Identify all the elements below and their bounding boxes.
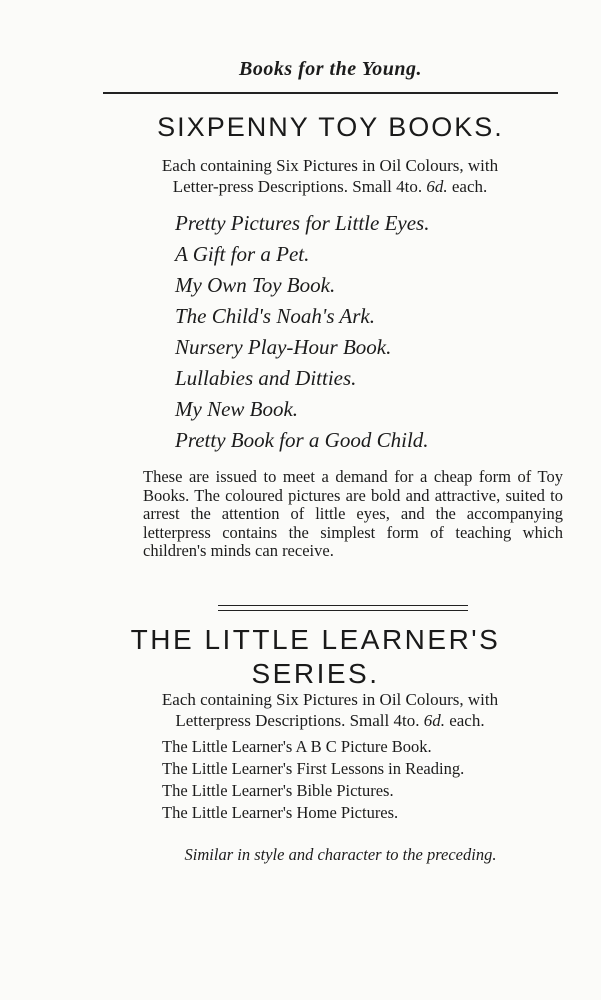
section2-intro-line2b: each.: [444, 711, 485, 730]
list-item: Lullabies and Ditties.: [175, 366, 357, 390]
section2-intro-line2a: Letterpress Descriptions. Small 4to.: [175, 711, 424, 730]
section2-title-line2: SERIES.: [251, 658, 380, 689]
list-item: Nursery Play-Hour Book.: [175, 335, 392, 359]
list-item: A Gift for a Pet.: [175, 242, 310, 266]
list-item: Pretty Pictures for Little Eyes.: [175, 211, 430, 235]
list-item: My New Book.: [175, 397, 299, 421]
list-item: The Little Learner's Bible Pictures.: [162, 781, 394, 800]
list-item: The Little Learner's A B C Picture Book.: [162, 737, 432, 756]
section2-intro-line1: Each containing Six Pictures in Oil Colours, with: [161, 690, 499, 709]
section1-intro-line1: Each containing Six Pictures in Oil Colours, with: [161, 156, 499, 175]
toy-book-list: [175, 208, 429, 456]
section-title-little-learners-series: [0, 623, 601, 691]
learner-book-list: [162, 736, 464, 824]
section-divider: [218, 605, 468, 611]
list-item: The Child's Noah's Ark.: [175, 304, 375, 328]
running-head: Books for the Young.: [238, 58, 422, 80]
section2-title-line1: THE LITTLE LEARNER'S: [130, 624, 501, 655]
list-item: The Little Learner's First Lessons in Reading.: [162, 759, 465, 778]
section1-intro-line2b: each.: [447, 177, 488, 196]
list-item: My Own Toy Book.: [175, 273, 336, 297]
list-item: Pretty Book for a Good Child.: [175, 428, 429, 452]
header-rule: [103, 92, 558, 94]
section2-closing-note: Similar in style and character to the preceding.: [184, 845, 497, 864]
section2-price: 6d.: [423, 711, 445, 730]
section1-intro-line2a: Letter-press Descriptions. Small 4to.: [172, 177, 427, 196]
list-item: The Little Learner's Home Pictures.: [162, 803, 399, 822]
section1-price: 6d.: [426, 177, 448, 196]
section1-description: These are issued to meet a demand for a cheap form of Toy Books. The coloured pictures are bold and attractive, suited to arrest the attention of little eyes, and the accompanying letterpress contains the simplest form of teaching which children's minds can receive.: [143, 467, 563, 561]
section-title-sixpenny-toy-books: SIXPENNY TOY BOOKS.: [157, 112, 504, 142]
section2-intro: [95, 689, 565, 731]
section1-intro: [80, 155, 560, 197]
